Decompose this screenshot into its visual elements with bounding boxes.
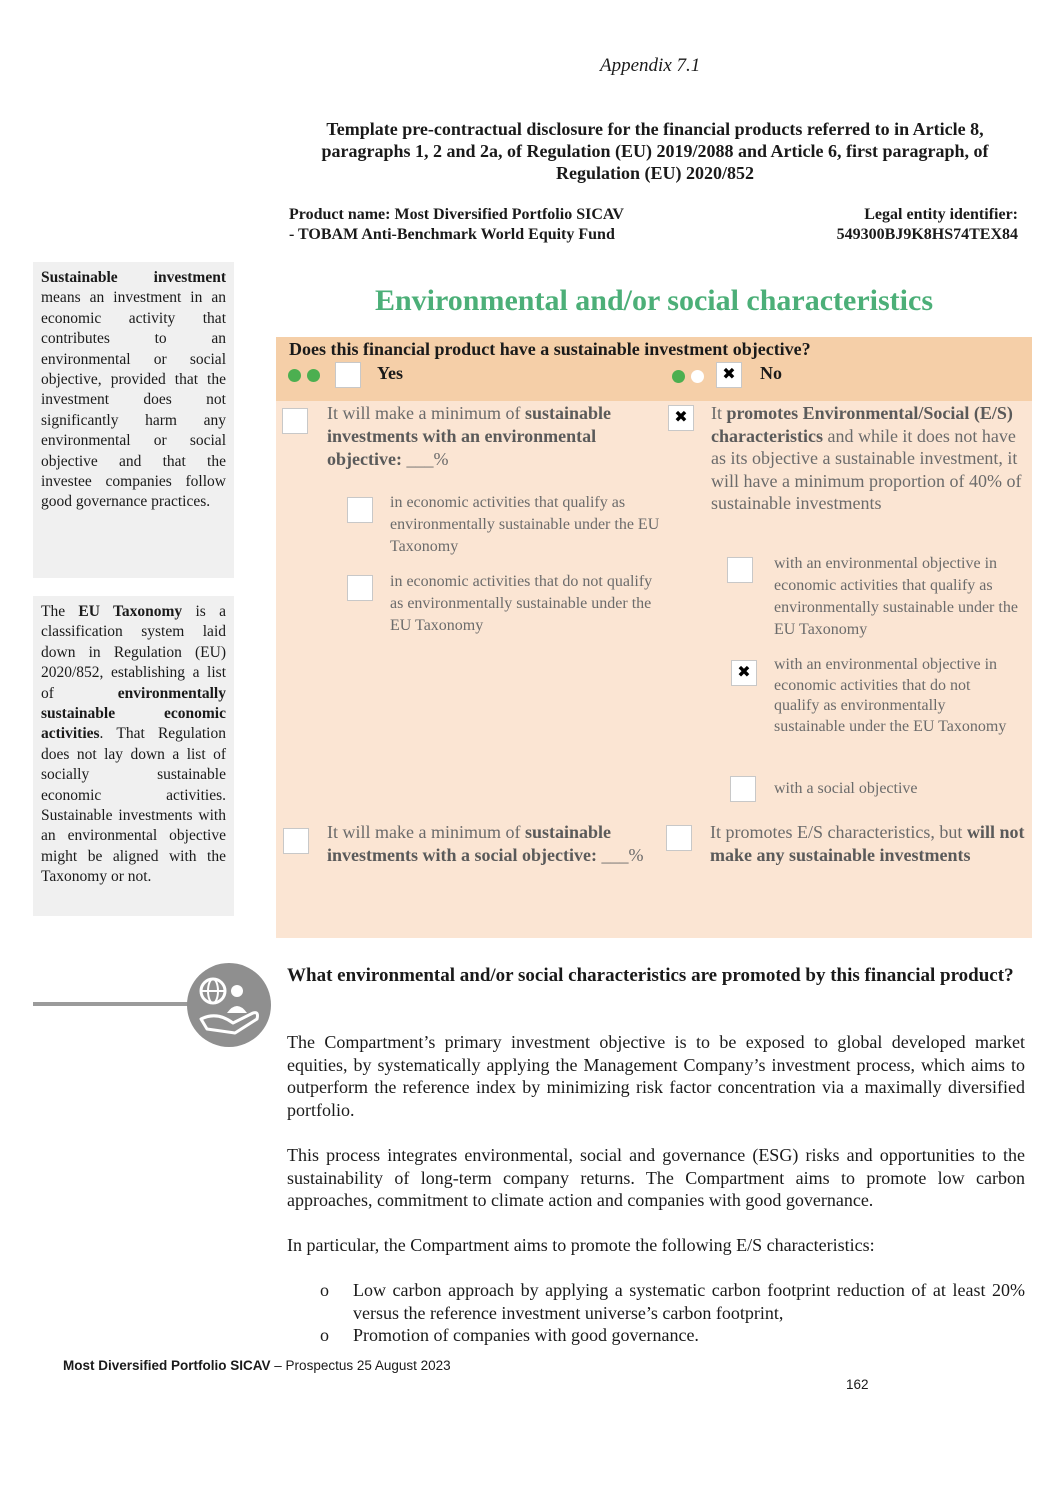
option-text: It xyxy=(711,403,722,423)
promotes-es-checkbox[interactable]: ✖ xyxy=(668,405,694,431)
no-checkbox[interactable]: ✖ xyxy=(716,362,742,388)
legal-entity-identifier xyxy=(760,205,1018,245)
option-bold-text: promotes Environmental/Social (E/S) characteristics xyxy=(711,403,1013,446)
yes-label: Yes xyxy=(377,363,403,383)
definition-text: . That Regulation does not lay down a list of socially sustainable economic activities. Sustainable investments with an environmental objective might be aligned with the Taxonomy or not. xyxy=(41,725,226,886)
option-bold-text: sustainable investments with an environmental objective: xyxy=(327,403,611,469)
green-dot-icon xyxy=(672,370,685,383)
green-dot-icon xyxy=(307,369,320,382)
definition-text: The xyxy=(41,603,66,620)
option-text: It promotes E/S characteristics, but xyxy=(710,822,963,842)
es-non-taxonomy-checkbox[interactable]: ✖ xyxy=(731,660,757,686)
page-title: Environmental and/or social characteristics xyxy=(374,284,934,317)
definition-box-eu-taxonomy xyxy=(33,596,234,916)
es-taxonomy-aligned-option: with an environmental objective in economic activities that qualify as environmentally sustainable under the EU Taxonomy xyxy=(774,555,1018,638)
footer-prospectus-date: – Prospectus 25 August 2023 xyxy=(274,1358,451,1373)
taxonomy-aligned-checkbox[interactable] xyxy=(347,497,373,523)
bullet-item: Low carbon approach by applying a systematic carbon footprint reduction of at least 20% versus the reference investment universe’s carbon footprint, xyxy=(353,1280,1025,1323)
definition-text: means an investment in an economic activity that contributes to an environmental or social objective, provided that the investment does not significantly harm any environmental or social objective and that the investee companies follow good governance practices. xyxy=(41,289,226,511)
social-objective-option xyxy=(327,821,647,867)
es-social-objective-checkbox[interactable] xyxy=(730,776,756,802)
promotes-es-option xyxy=(711,402,1026,515)
definition-text: is a classification system laid down in Regulation (EU) 2020/852, establishing a list of xyxy=(41,603,227,702)
definition-term: EU Taxonomy xyxy=(78,603,183,620)
definition-term: Sustainable investment xyxy=(41,269,226,286)
option-text: It will make a minimum of xyxy=(327,403,521,423)
template-title: Template pre-contractual disclosure for the financial products referred to in Article 8, paragraphs 1, 2 and 2a, of Regulation (EU) 2019/2088 and Article 6, first paragraph, of Regulation (EU) 2020/852 xyxy=(321,119,989,183)
page-number: 162 xyxy=(846,1377,869,1392)
globe-hand-icon-graphic xyxy=(187,963,271,1047)
no-label: No xyxy=(760,363,782,383)
option-bold-text: will not make any sustainable investments xyxy=(710,822,1025,865)
lei-value: 549300BJ9K8HS74TEX84 xyxy=(836,226,1018,243)
option-text: It will make a minimum of xyxy=(327,822,521,842)
bullet-item: Promotion of companies with good governance. xyxy=(353,1325,699,1345)
env-objective-checkbox[interactable] xyxy=(282,408,308,434)
section-question: What environmental and/or social characteristics are promoted by this financial product? xyxy=(287,965,1014,986)
appendix-label: Appendix 7.1 xyxy=(600,55,701,76)
taxonomy-aligned-option: in economic activities that qualify as environmentally sustainable under the EU Taxonomy xyxy=(390,494,660,555)
yes-checkbox[interactable] xyxy=(335,362,361,388)
question-title: Does this financial product have a sustainable investment objective? xyxy=(289,339,811,359)
paragraph-3: In particular, the Compartment aims to promote the following E/S characteristics: xyxy=(287,1235,875,1255)
paragraph-1: The Compartment’s primary investment objective is to be exposed to global developed market equities, by systematically applying the Management Company’s investment process, which aims to outperform the reference index by minimizing risk factor concentration via a maximally diversified portfolio. xyxy=(287,1032,1025,1120)
option-percent: ___% xyxy=(406,449,449,469)
bullet-marker: o xyxy=(320,1325,329,1345)
product-name-label: Product name: xyxy=(289,206,391,223)
social-objective-checkbox[interactable] xyxy=(283,828,309,854)
lei-label: Legal entity identifier: xyxy=(864,206,1018,223)
no-sustainable-option xyxy=(710,821,1028,867)
green-dot-icon xyxy=(288,369,301,382)
es-non-taxonomy-option: with an environmental objective in economic activities that do not qualify as environmentally sustainable under the EU Taxonomy xyxy=(774,656,1007,735)
white-dot-icon xyxy=(691,370,704,383)
es-taxonomy-aligned-checkbox[interactable] xyxy=(727,557,753,583)
option-percent: ___% xyxy=(601,845,644,865)
product-name-value: Most Diversified Portfolio SICAV - TOBAM Anti-Benchmark World Equity Fund xyxy=(289,206,624,243)
bullet-marker: o xyxy=(320,1280,329,1300)
section-divider xyxy=(33,1002,193,1006)
es-social-objective-option: with a social objective xyxy=(774,780,918,797)
paragraph-2: This process integrates environmental, social and governance (ESG) risks and opportunities to the sustainability of long-term company returns. The Compartment aims to promote low carbon approaches, commitment to climate action and companies with good governance. xyxy=(287,1145,1025,1211)
env-objective-option xyxy=(327,402,647,471)
option-bold-text: sustainable investments with a social objective: xyxy=(327,822,611,865)
definition-box-sustainable-investment xyxy=(33,262,234,578)
footer xyxy=(63,1358,451,1373)
footer-fund-name: Most Diversified Portfolio SICAV xyxy=(63,1358,271,1373)
product-name xyxy=(289,205,629,245)
non-taxonomy-option: in economic activities that do not qualify as environmentally sustainable under the EU Taxonomy xyxy=(390,573,653,634)
definition-term: environmentally sustainable economic activities xyxy=(41,684,226,743)
globe-hand-icon xyxy=(187,963,271,1047)
option-text: and while it does not have as its objective a sustainable investment, it will have a minimum proportion of 40% of sustainable investments xyxy=(711,425,1022,513)
no-sustainable-checkbox[interactable] xyxy=(666,825,692,851)
non-taxonomy-checkbox[interactable] xyxy=(347,575,373,601)
